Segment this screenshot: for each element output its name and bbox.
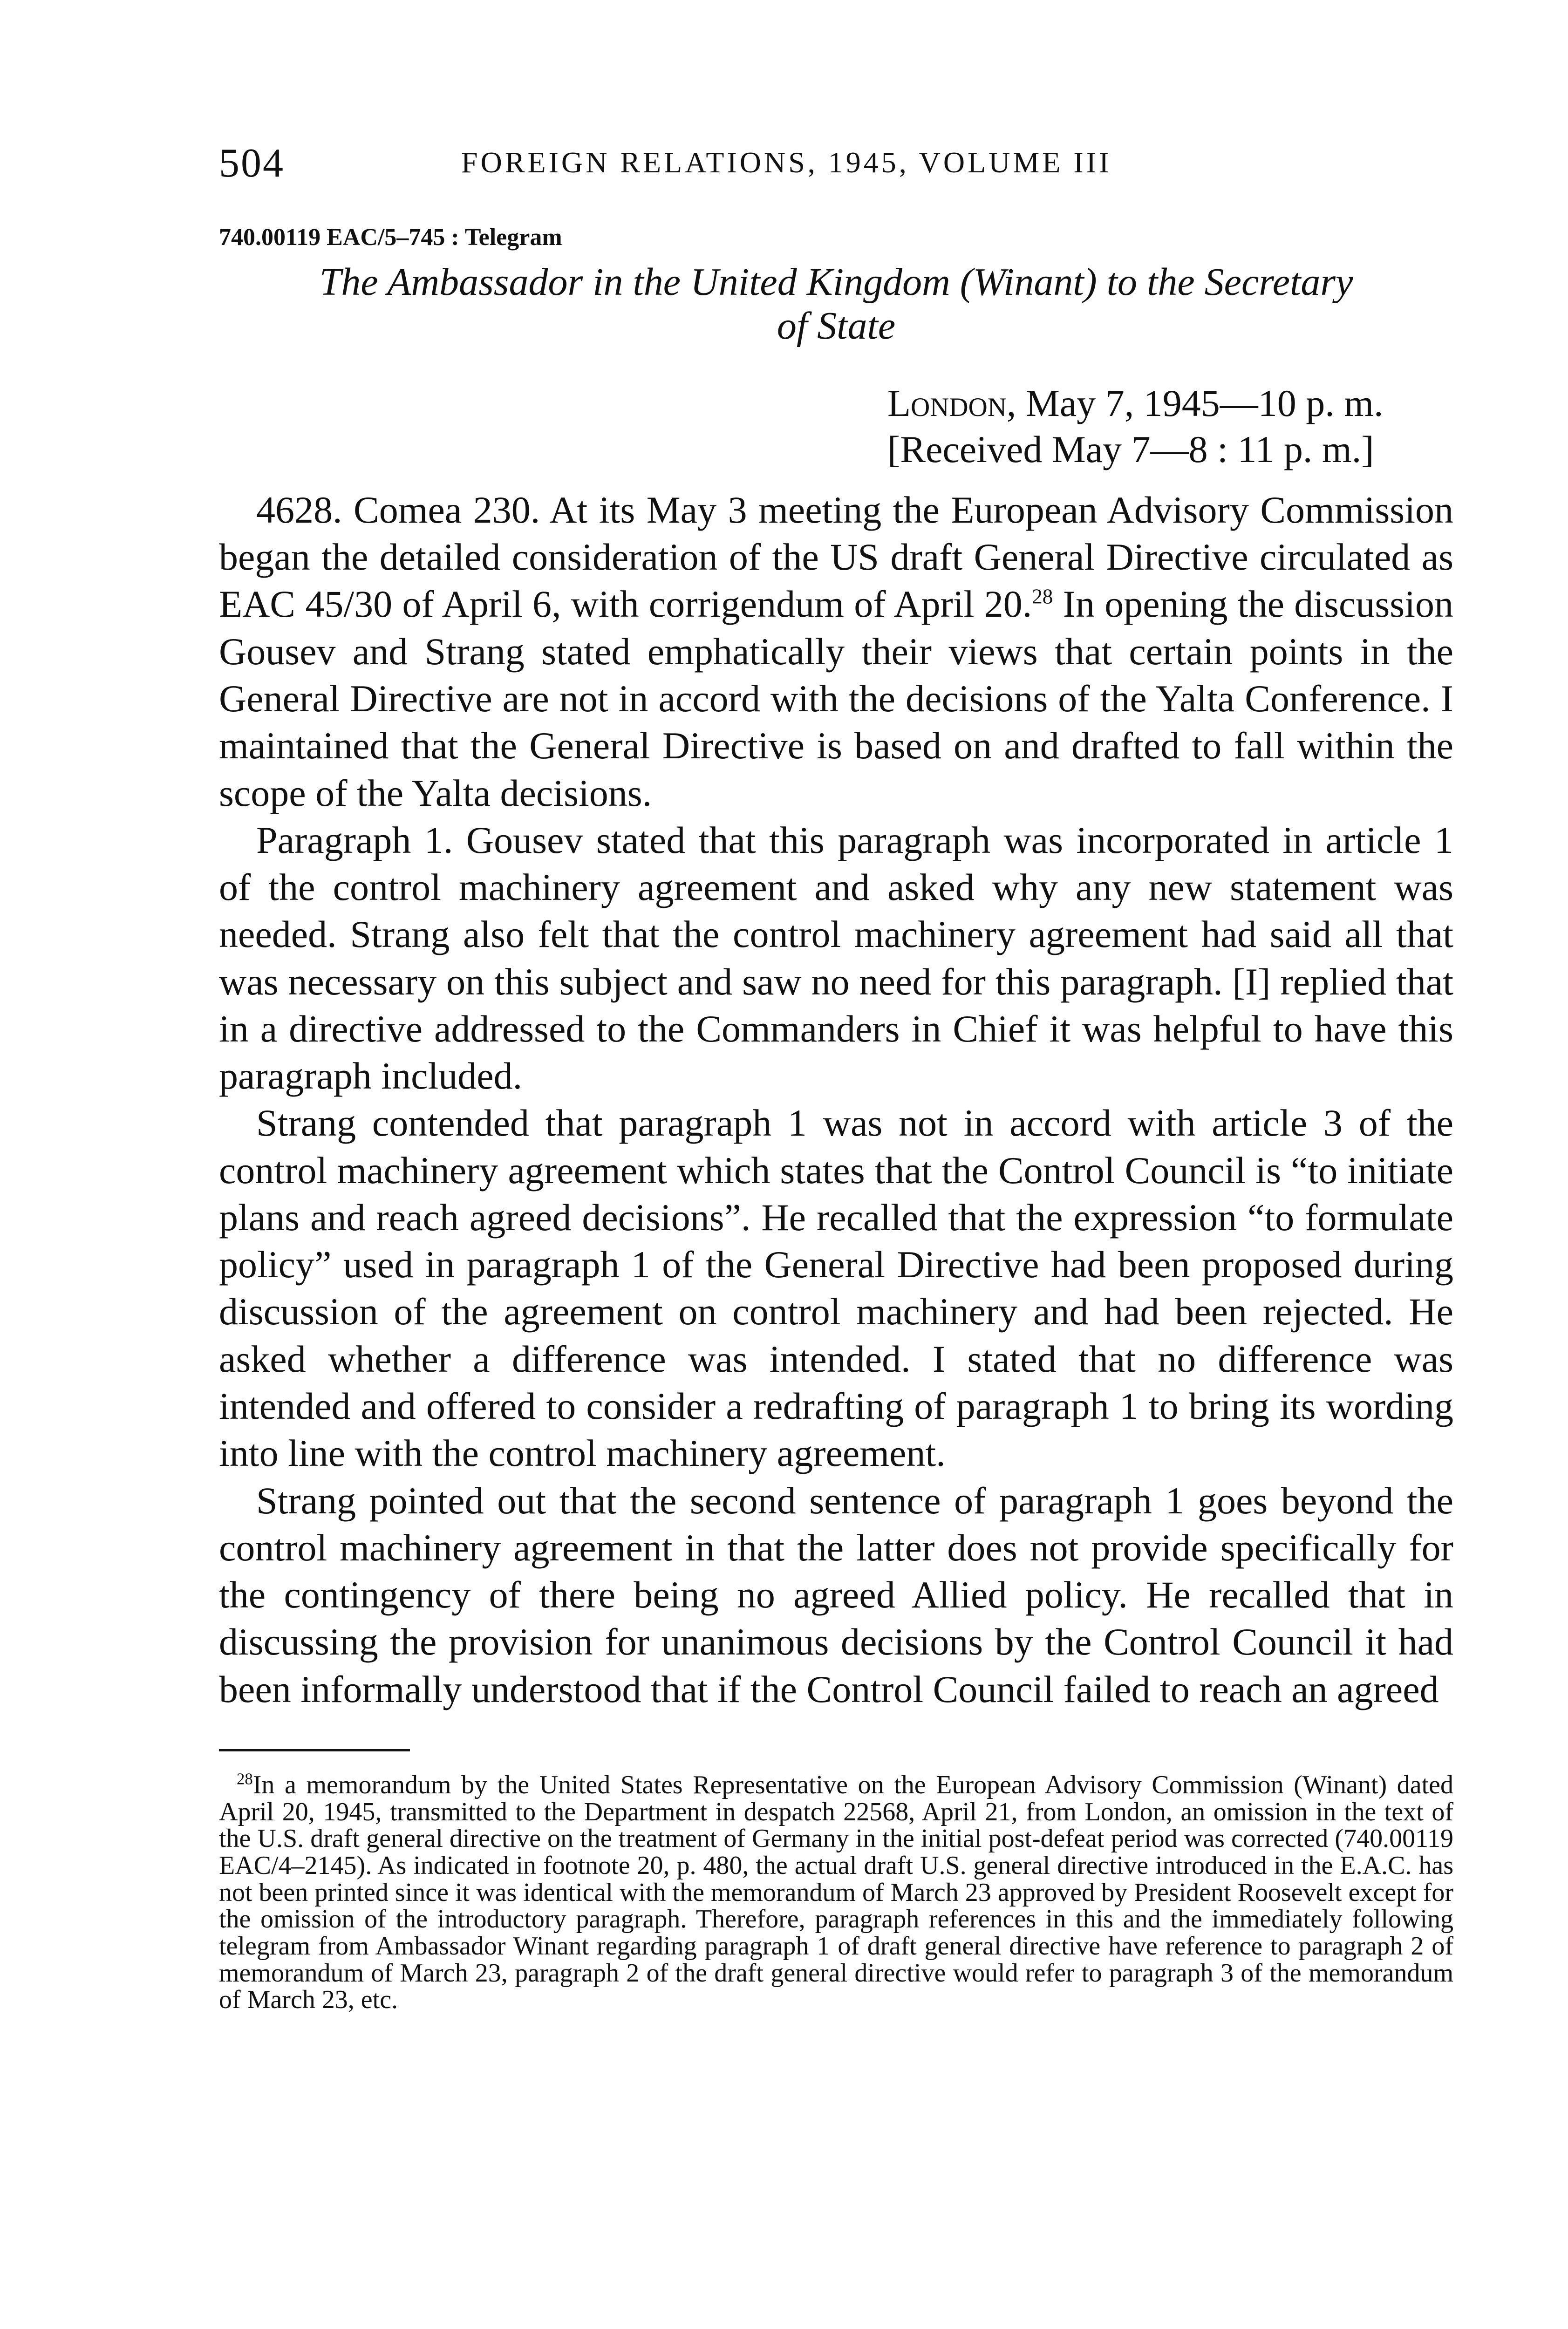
footnote-text: In a memorandum by the United States Representative on the European Advisory Commission (Winant) dated April 20, 1945, transmitted to the Department in despatch 22568, April 21, from London, an omission in the text of the U.S. draft general directive on the treatment of Germany in the initial post-defeat period was corrected (740.00119 EAC/4–2145). As indicated in footnote 20, p. 480, the actual draft U.S. general directive introduced in the E.A.C. has not been printed since it was identical with the memorandum of March 23 approved by President Roosevelt except for the omission of the introductory paragraph. Therefore, paragraph references in this and the immediately following telegram from Ambassador Winant regarding paragraph 1 of draft general directive have reference to paragraph 2 of memorandum of March 23, paragraph 2 of the draft general directive would refer to paragraph 3 of the memorandum of March 23, etc. — [219, 1770, 1453, 2015]
body-paragraph-1 — [219, 486, 1453, 817]
body-paragraph-2: Paragraph 1. Gousev stated that this paragraph was incorporated in article 1 of the control machinery agreement and asked why any new statement was needed. Strang also felt that the control machinery agreement had said all that was necessary on this subject and saw no need for this paragraph. [I] replied that in a directive addressed to the Commanders in Chief it was helpful to have this paragraph included. — [219, 818, 1453, 1097]
paragraph-1-text: 4628. Comea 230. At its May 3 meeting the European Advisory Commission began the detailed consideration of the US draft General Directive circulated as EAC 45/30 of April 6, with corrigendum of April 20. — [219, 488, 1453, 626]
footnote-divider — [219, 1749, 410, 1751]
footnote-28 — [219, 1772, 1453, 2014]
footnote-marker: 28 — [237, 1770, 253, 1788]
running-header — [219, 140, 1453, 196]
file-reference: 740.00119 EAC/5–745 : Telegram — [219, 224, 562, 251]
document-heading — [219, 260, 1453, 348]
document-page — [219, 140, 1453, 2014]
received-line: [Received May 7—8 : 11 p. m.] — [887, 428, 1374, 470]
footnote-reference: 28 — [1032, 585, 1053, 609]
dateline — [887, 381, 1453, 426]
page-number: 504 — [219, 141, 285, 186]
dateline-place: London — [887, 382, 1007, 425]
paragraph-1-continued: In opening the discussion Gousev and Strang stated emphatically their views that certain points in the General Directive are not in accord with the decisions of the Yalta Conference. I maintained that the General Directive is based on and drafted to fall within the scope of the Yalta decisions. — [219, 583, 1453, 814]
dateline-date: , May 7, 1945—10 p. m. — [1006, 382, 1384, 425]
heading-line-1: The Ambassador in the United Kingdom (Winant) to the Secretary — [319, 260, 1353, 304]
body-paragraph-3: Strang contended that paragraph 1 was not in accord with article 3 of the control machinery agreement which states that the Control Council is “to initiate plans and reach agreed decisions”. He recalled that the expression “to formulate policy” used in paragraph 1 of the General Directive had been proposed during discussion of the agreement on control machinery and had been rejected. He asked whether a difference was intended. I stated that no difference was intended and offered to consider a redrafting of paragraph 1 to bring its wording into line with the control machinery agreement. — [219, 1102, 1453, 1475]
place-date-block — [219, 381, 1453, 472]
body-paragraph-4: Strang pointed out that the second sentence of paragraph 1 goes beyond the control machinery agreement in that the latter does not provide specifically for the contingency of there being no agreed Allied policy. He recalled that in discussing the provision for unanimous decisions by the Control Council it had been informally understood that if the Control Council failed to reach an agreed — [219, 1479, 1453, 1710]
running-title: FOREIGN RELATIONS, 1945, VOLUME III — [461, 146, 1112, 179]
heading-line-2: of State — [777, 304, 896, 348]
telegram-body — [219, 486, 1453, 1713]
